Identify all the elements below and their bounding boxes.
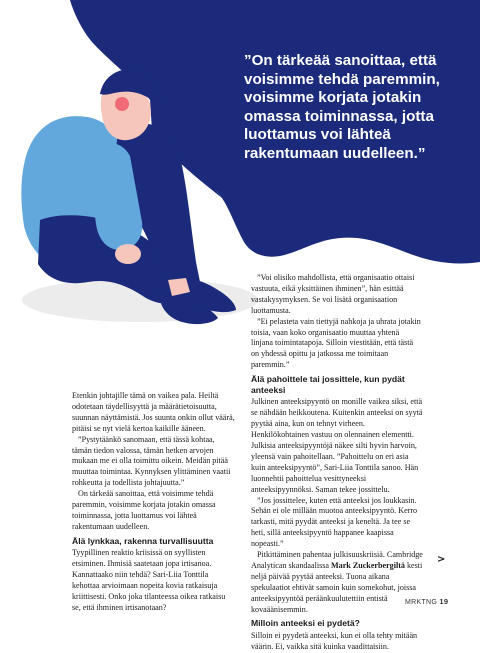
paragraph: ”Pystytäänkö sanomaan, että tässä kohtaa, tämän tiedon valossa, tämän hetken arvojen mukaan me ei olla toimittu oikein. Meidän pitää muuttaa toimintaa. Kynnyksen ylittäminen vaatii rohkeutta ja todellista johtajuutta.” [72, 434, 231, 488]
name-highlight: Mark Zuckerbergiltä [331, 560, 405, 570]
article-column-left [72, 391, 235, 614]
subheading: Älä lynkkaa, rakenna turvallisuutta [72, 535, 214, 546]
paragraph: Silloin ei pyydetä anteeksi, kun ei olla tehty mitään väärin. Ei, vaikka sitä kuinka vaadittaisiin. [251, 631, 418, 651]
pull-quote: ”On tärkeää sanoittaa, että voisimme tehdä paremmin, voisimme korjata jotakin omassa toiminnassa, jotta luottamus voi lähteä rakentumaan uudelleen.” [244, 52, 440, 162]
paragraph: Tyypillinen reaktio kriisissä on syyllisten etsiminen. Ihmisiä saatetaan jopa irtisanoa. Kannattaako niin tehdä? Sari-Liia Tonttila kehottaa arvioimaan nopeita kovia ratkaisuja kriittisesti. Onko joka tilanteessa oikea ratkaisu se, että ihminen irtisanotaan? [72, 548, 226, 612]
subheading: Älä pahoittele tai jossittele, kun pydät anteeksi [251, 374, 405, 395]
article-column-right [251, 273, 423, 653]
text-span: Pitkittäminen pahentaa julkisuuskriisiä. Cambridge Analytican skandaalissa [251, 550, 423, 570]
subheading: Milloin anteeksi ei pydetä? [251, 618, 360, 629]
cheek-shape [115, 97, 129, 111]
paragraph: ”Ei pelasteta vain tiettyjä nahkoja ja uhrata jotakin toisia, vaan koko organisaatio muuttaa yhtenä linjana toimintatapoja. Silloin viestitään, että tästä on yhdessä opittu ja jatkossa me toimitaan paremmin.” [251, 316, 421, 370]
paragraph: ”Jos jossittelee, kuten että anteeksi jos loukkasin. Sehän ei ole millään muotoa anteeksipyyntö. Kerro tarkasti, mitä pyydät anteeksi ja keneltä. Ja tee se heti, sillä anteeksipyyntö happanee kaapissa nopeasti.” [251, 495, 418, 549]
paragraph [251, 550, 423, 615]
page-number: 19 [439, 597, 449, 606]
paragraph: Julkinen anteeksipyyntö on monille vaikea siksi, että se nähdään heikkoutena. Kuitenkin anteeksi on syytä pyytää aina, kun on tehnyt virheen. Henkilökohtainen vastuu on olennainen elementti. Julkisia anteeksipyyntöjä näkee silti hyvin harvoin, yleensä vain pahoitellaan. ”Pahoittelu on eri asia kuin anteeksipyyntö”, Sari-Liia Tonttila sanoo. Hän luonnehtii pahoittelua vesittyneeksi anteeksipyynnöksi. Saman tekee jossittelu. [251, 397, 423, 494]
paragraph: ”Voi olisiko mahdollista, että organisaatio ottaisi vastuuta, eikä yksittäinen ihminen”, hän esittää vastakysymyksen. Se voi lisätä organisaation luottamusta. [251, 273, 415, 315]
paragraph: Etenkin johtajille tämä on vaikea pala. Heiltä odotetaan täydellisyyttä ja määrätietoisuutta, suunnan näyttämistä. Jos suunta onkin ollut väärä, pitäisi se nyt vielä kertoa kaikille ääneen. [72, 391, 235, 433]
magazine-name: MRKTNG [405, 599, 438, 606]
page-footer [405, 597, 448, 606]
hand-shape [115, 244, 141, 264]
paragraph: On tärkeää sanoittaa, että voisimme tehdä paremmin, voisimme korjata jotakin omassa toiminnassa, jotta luottamus voi lähteä rakentumaan uudelleen. [72, 489, 216, 531]
text-span: kesti neljä päivää pyytää anteeksi. Tuona aikana spekulaatiot ehtivät samoin kuin somekohut, joissa anteeksipyyntöä peräänkuulutettiin entistä kovaäänisemmin. [251, 560, 423, 614]
continue-arrow-icon: > [437, 554, 446, 565]
